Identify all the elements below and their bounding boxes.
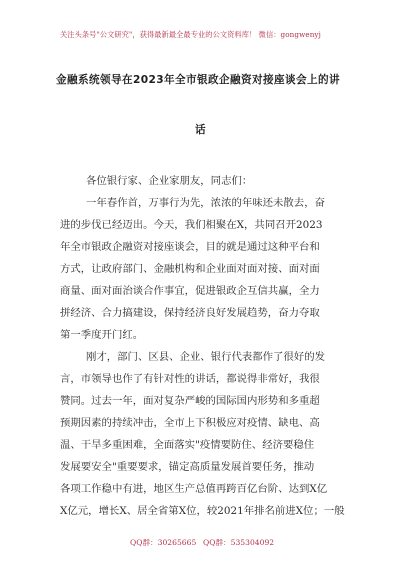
- body-line: 刚才，部门、区县、企业、银行代表都作了很好的发: [86, 351, 325, 363]
- body-line: 言，市领导也作了有针对性的讲话，都说得非常好，我很: [60, 373, 320, 385]
- footer-qq-group-1: QQ群：30265665: [130, 538, 197, 547]
- body-line: 各项工作稳中有进，地区生产总值再跨百亿台阶、达到X亿: [60, 483, 328, 495]
- body-line: 方式，让政府部门、金融机构和企业面对面对接、面对面: [60, 263, 320, 275]
- body-line: 发展要安全"重要要求，锚定高质量发展首要任务，推动: [60, 461, 315, 473]
- body-line: 预期因素的持续冲击，全市上下积极应对疫情、缺电、高: [60, 417, 320, 429]
- body-line: 进的步伐已经迈出。今天，我们相聚在X，共同召开2023: [60, 219, 323, 231]
- body-line: 拼经济、合力搞建设，保持经济良好发展趋势，奋力夺取: [60, 307, 320, 319]
- greeting: 各位银行家、企业家朋友，同志们：: [86, 175, 253, 187]
- body-line: 赞同。过去一年，面对复杂严峻的国际国内形势和多重超: [60, 395, 320, 407]
- body-line: 一年春作首，万事行为先，浓浓的年味还未散去，奋: [86, 197, 325, 209]
- body-line: 年全市银政企融资对接座谈会，目的就是通过这种平台和: [60, 241, 320, 253]
- document-title-line-2: 话: [195, 124, 206, 136]
- body-line: 第一季度开门红。: [60, 329, 144, 341]
- footer-qq-group-2: QQ群：535304092: [203, 538, 275, 547]
- body-line: 商量、面对面治谈合作事宜，促进银政企互信共赢，全力: [60, 285, 320, 297]
- body-line: X亿元，增长X、居全省第X位，较2021年排名前进X位；一般: [60, 505, 345, 517]
- header-banner: 关注头条号"公文研究"，获得最新最全最专业的公文资料库！ 微信：gongwenyj: [60, 30, 321, 39]
- body-line: 温、干旱多重困难，全面落实"疫情要防住、经济要稳住: [60, 439, 315, 451]
- document-title-line-1: 金融系统领导在2023年全市银政企融资对接座谈会上的讲: [56, 74, 340, 86]
